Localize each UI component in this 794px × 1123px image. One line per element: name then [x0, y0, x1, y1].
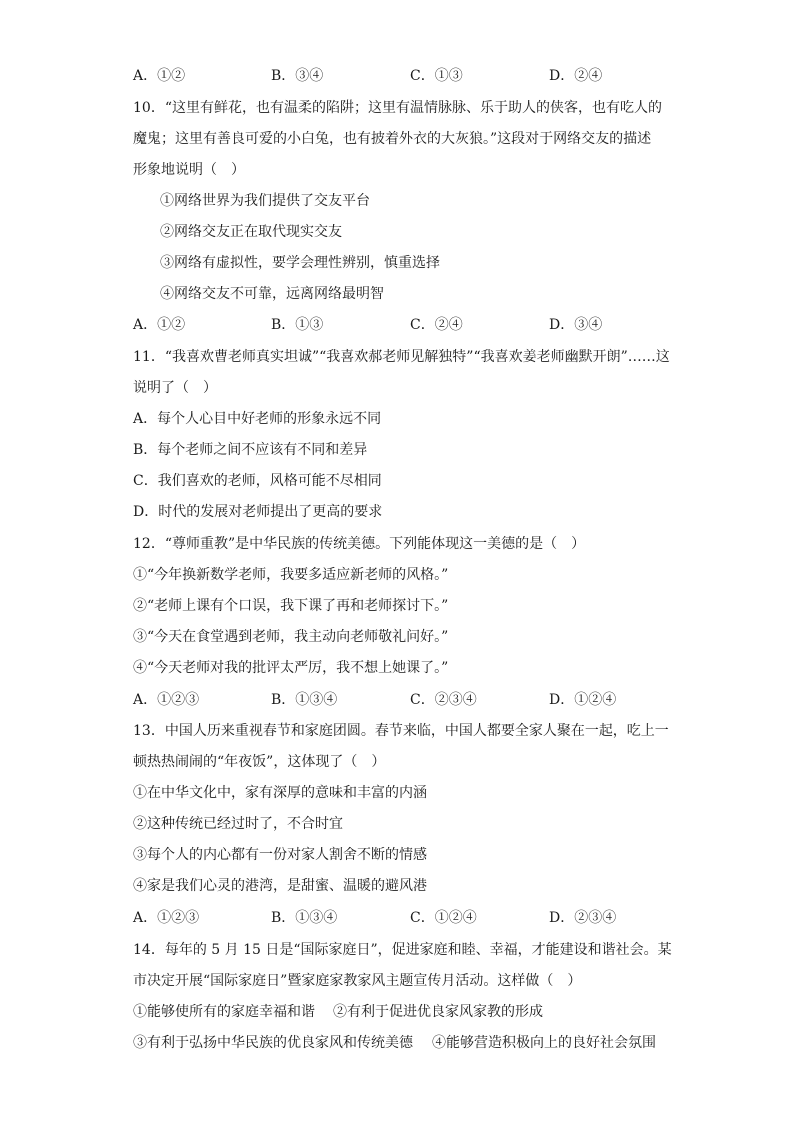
- q14-item-3: ③有利于弘扬中华民族的优良家风和传统美德: [133, 1035, 413, 1051]
- q13-option-a[interactable]: A．①②③: [133, 910, 200, 926]
- q13-options: [133, 908, 668, 928]
- q9-option-d[interactable]: D．②④: [549, 68, 603, 84]
- q13-option-c[interactable]: C．①②④: [410, 910, 477, 926]
- q12-option-d[interactable]: D．①②④: [549, 692, 617, 708]
- q10-stem-line-1: 10．“这里有鲜花，也有温柔的陷阱；这里有温情脉脉、乐于助人的侠客，也有吃人的: [133, 100, 662, 116]
- q9-option-a[interactable]: A．①②: [133, 68, 186, 84]
- q13-item-2: ②这种传统已经过时了，不合时宜: [133, 816, 343, 832]
- q12-stem-line-1: 12．“尊师重教”是中华民族的传统美德。下列能体现这一美德的是（ ）: [133, 536, 586, 552]
- q9-option-b[interactable]: B．③④: [271, 68, 324, 84]
- q14-items-row-2: [133, 1033, 668, 1053]
- q13-item-4: ④家是我们心灵的港湾，是甜蜜、温暖的避风港: [133, 878, 427, 894]
- q12-option-b[interactable]: B．①③④: [271, 692, 338, 708]
- q11-stem-line-2: 说明了（ ）: [133, 380, 217, 396]
- q13-stem-line-1: 13．中国人历来重视春节和家庭团圆。春节来临，中国人都要全家人聚在一起，吃上一: [133, 723, 669, 739]
- q12-option-c[interactable]: C．②③④: [410, 692, 477, 708]
- q10-option-a[interactable]: A．①②: [133, 317, 186, 333]
- q13-option-d[interactable]: D．②③④: [549, 910, 617, 926]
- q10-item-2: ②网络交友正在取代现实交友: [160, 224, 342, 240]
- q10-item-1: ①网络世界为我们提供了交友平台: [160, 193, 370, 209]
- q13-item-1: ①在中华文化中，家有深厚的意味和丰富的内涵: [133, 785, 427, 801]
- q14-items-row-1: [133, 1002, 668, 1022]
- q13-item-3: ③每个人的内心都有一份对家人割舍不断的情感: [133, 847, 427, 863]
- q11-stem-line-1: 11．“我喜欢曹老师真实坦诚”“我喜欢郝老师见解独特”“我喜欢姜老师幽默开朗”……这: [133, 349, 670, 365]
- q10-option-d[interactable]: D．③④: [549, 317, 603, 333]
- q9-option-c[interactable]: C．①③: [410, 68, 463, 84]
- q10-option-c[interactable]: C．②④: [410, 317, 463, 333]
- q12-item-4: ④“今天老师对我的批评太严厉，我不想上她课了。”: [133, 660, 449, 676]
- q12-item-3: ③“今天在食堂遇到老师，我主动向老师敬礼问好。”: [133, 629, 449, 645]
- q14-stem-line-1: 14．每年的 5 月 15 日是“国际家庭日”，促进家庭和睦、幸福，才能建设和谐社会。某: [133, 942, 672, 958]
- q10-stem-line-2: 魔鬼；这里有善良可爱的小白兔，也有披着外衣的大灰狼。”这段对于网络交友的描述: [133, 131, 652, 147]
- q11-choice-a[interactable]: A．每个人心目中好老师的形象永远不同: [133, 411, 382, 427]
- q14-item-1: ①能够使所有的家庭幸福和谐: [133, 1004, 315, 1020]
- q11-choice-b[interactable]: B．每个老师之间不应该有不同和差异: [133, 442, 368, 458]
- q14-item-4: ④能够营造积极向上的良好社会氛围: [432, 1035, 656, 1051]
- q10-options: [133, 315, 668, 335]
- q12-options: [133, 690, 668, 710]
- q12-item-2: ②“老师上课有个口误，我下课了再和老师探讨下。”: [133, 598, 449, 614]
- q10-item-3: ③网络有虚拟性，要学会理性辨别，慎重选择: [160, 255, 440, 271]
- q11-choice-d[interactable]: D．时代的发展对老师提出了更高的要求: [133, 504, 383, 520]
- q13-stem-line-2: 顿热热闹闹的“年夜饭”，这体现了（ ）: [133, 754, 386, 770]
- q10-item-4: ④网络交友不可靠，远离网络最明智: [160, 286, 384, 302]
- q10-option-b[interactable]: B．①③: [271, 317, 324, 333]
- q12-item-1: ①“今年换新数学老师，我要多适应新老师的风格。”: [133, 567, 449, 583]
- q12-option-a[interactable]: A．①②③: [133, 692, 200, 708]
- q11-choice-c[interactable]: C．我们喜欢的老师，风格可能不尽相同: [133, 473, 382, 489]
- q13-option-b[interactable]: B．①③④: [271, 910, 338, 926]
- q9-options: [133, 66, 668, 86]
- q10-stem-line-3: 形象地说明（ ）: [133, 162, 245, 178]
- q14-item-2: ②有利于促进优良家风家教的形成: [333, 1004, 543, 1020]
- q14-stem-line-2: 市决定开展“国际家庭日”暨家庭家教家风主题宣传月活动。这样做（ ）: [133, 973, 582, 989]
